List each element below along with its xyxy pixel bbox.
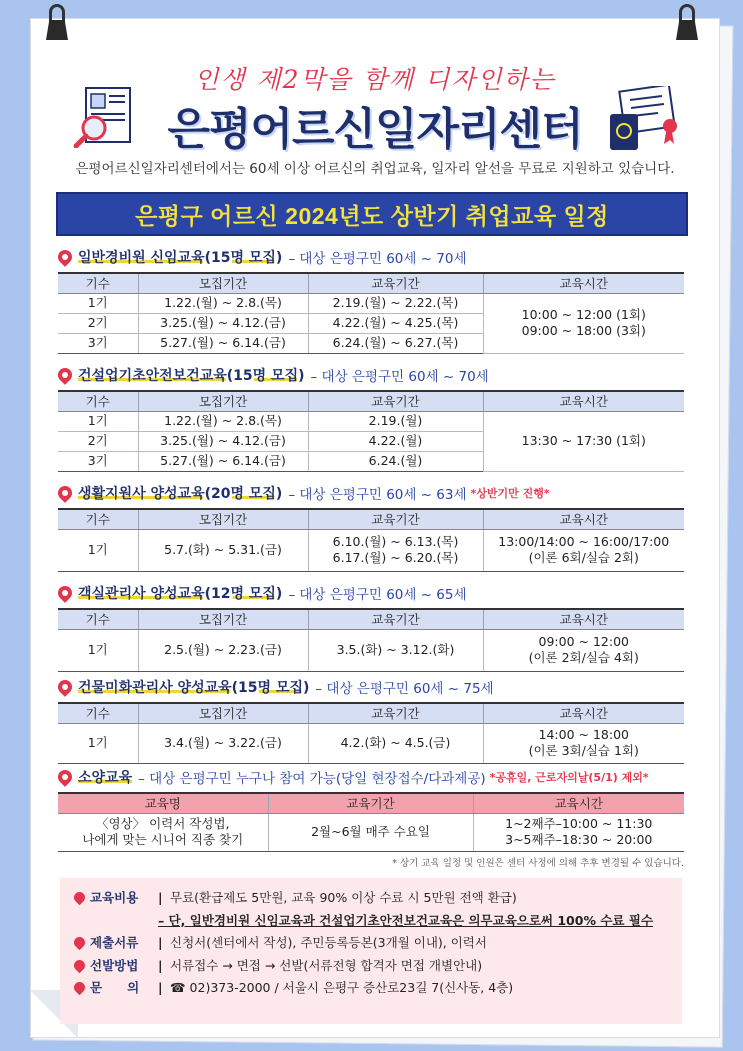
col-header: 교육명 <box>58 793 268 813</box>
period-line: 6.17.(월) ~ 6.20.(목) <box>332 550 459 565</box>
col-header: 교육기간 <box>268 793 473 813</box>
location-pin-icon <box>55 483 75 503</box>
cell-period: 3.5.(화) ~ 3.12.(화) <box>308 629 483 671</box>
cell-period <box>308 529 483 571</box>
col-header: 교육기간 <box>308 391 483 411</box>
location-pin-icon <box>55 677 75 697</box>
section-target: – 대상 은평구민 누구나 참여 가능(당일 현장접수/다과제공) <box>138 771 486 787</box>
table-row <box>58 813 684 851</box>
col-header: 모집기간 <box>138 273 308 293</box>
col-header: 모집기간 <box>138 391 308 411</box>
info-separator: | <box>158 935 163 950</box>
col-header: 교육기간 <box>308 509 483 529</box>
location-pin-icon <box>72 957 88 973</box>
section-target: – 대상 은평구민 60세 ~ 63세 <box>288 487 467 503</box>
cell-period: 2.19.(월) ~ 2.22.(목) <box>308 293 483 313</box>
schedule-table <box>58 702 684 764</box>
cell-recruit: 3.4.(월) ~ 3.22.(금) <box>138 723 308 763</box>
section-construction-safety <box>58 364 684 472</box>
schedule-table <box>58 272 684 354</box>
time-line: (이론 6회/실습 2회) <box>528 550 639 565</box>
col-header: 모집기간 <box>138 609 308 629</box>
time-line: 1~2째주–10:00 ~ 11:30 <box>505 816 653 831</box>
section-room-attendant <box>58 582 684 672</box>
cell-time <box>483 629 684 671</box>
cell-period: 2.19.(월) <box>308 411 483 431</box>
info-contact <box>74 978 668 1001</box>
info-separator: | <box>158 957 163 973</box>
col-header: 기수 <box>58 391 138 411</box>
cell-cohort: 1기 <box>58 529 138 571</box>
location-pin-icon <box>55 583 75 603</box>
cell-recruit: 5.27.(월) ~ 6.14.(금) <box>138 333 308 353</box>
col-header: 모집기간 <box>138 703 308 723</box>
info-selection <box>74 956 668 979</box>
table-row <box>58 629 684 671</box>
col-header: 모집기간 <box>138 509 308 529</box>
page-title: 은평어르신일자리센터 <box>167 105 583 154</box>
info-value: ☎ 02)373-2000 / 서울시 은평구 증산로23길 7(신사동, 4층) <box>170 980 514 995</box>
banner-title: 은평구 어르신 2024년도 상반기 취업교육 일정 <box>135 202 609 229</box>
col-header: 기수 <box>58 609 138 629</box>
cell-time <box>483 293 684 353</box>
table-row <box>58 293 684 313</box>
section-name: 객실관리사 양성교육(12명 모집) <box>78 586 283 602</box>
time-line: 09:00 ~ 18:00 (3회) <box>521 323 646 338</box>
col-header: 교육기간 <box>308 703 483 723</box>
info-cost-note <box>74 911 668 934</box>
col-header: 교육시간 <box>483 703 684 723</box>
cell-recruit: 2.5.(월) ~ 2.23.(금) <box>138 629 308 671</box>
period-line: 6.10.(월) ~ 6.13.(목) <box>332 534 459 549</box>
section-note: *공휴일, 근로자의날(5/1) 제외* <box>489 771 649 784</box>
section-name: 건물미화관리사 양성교육(15명 모집) <box>78 680 310 696</box>
info-box <box>60 878 682 1024</box>
section-building-cleaning <box>58 676 684 764</box>
cell-cohort: 1기 <box>58 723 138 763</box>
location-pin-icon <box>55 767 75 787</box>
location-pin-icon <box>72 980 88 996</box>
cell-period: 6.24.(월) ~ 6.27.(목) <box>308 333 483 353</box>
page-subtitle: 인생 제2막을 함께 디자인하는 <box>194 65 556 94</box>
info-separator: | <box>158 890 163 905</box>
col-header: 기수 <box>58 273 138 293</box>
location-pin-icon <box>72 935 88 951</box>
cell-period: 4.2.(화) ~ 4.5.(금) <box>308 723 483 763</box>
culture-table <box>58 792 684 852</box>
info-separator: | <box>158 980 163 995</box>
col-header: 교육시간 <box>473 793 684 813</box>
schedule-banner <box>56 192 688 236</box>
info-value: 신청서(센터에서 작성), 주민등록등본(3개월 이내), 이력서 <box>170 935 487 950</box>
info-label: 문 의 <box>90 980 140 995</box>
time-line: 13:00/14:00 ~ 16:00/17:00 <box>498 534 670 549</box>
schedule-table <box>58 508 684 572</box>
time-line: 3~5째주–18:30 ~ 20:00 <box>505 832 653 847</box>
section-note: *상반기만 진행* <box>470 487 550 500</box>
col-header: 기수 <box>58 509 138 529</box>
section-name: 일반경비원 신임교육(15명 모집) <box>78 250 283 266</box>
schedule-table <box>58 390 684 472</box>
cell-period: 2월~6월 매주 수요일 <box>268 813 473 851</box>
col-header: 교육시간 <box>483 609 684 629</box>
section-target: – 대상 은평구민 60세 ~ 70세 <box>288 251 467 267</box>
cell-cohort: 1기 <box>58 411 138 431</box>
name-line: 〈영상〉 이력서 작성법, <box>95 816 230 831</box>
col-header: 교육기간 <box>308 273 483 293</box>
col-header: 교육시간 <box>483 509 684 529</box>
location-pin-icon <box>72 890 88 906</box>
cell-recruit: 3.25.(월) ~ 4.12.(금) <box>138 313 308 333</box>
binder-clip-icon <box>676 4 698 42</box>
col-header: 교육시간 <box>483 391 684 411</box>
section-name: 소양교육 <box>78 770 133 786</box>
cell-time <box>483 723 684 763</box>
info-value: 무료(환급제도 5만원, 교육 90% 이상 수료 시 5만원 전액 환급) <box>170 890 517 905</box>
section-name: 생활지원사 양성교육(20명 모집) <box>78 486 283 502</box>
info-label: 교육비용 <box>90 890 139 905</box>
cell-recruit: 5.7.(화) ~ 5.31.(금) <box>138 529 308 571</box>
section-target: – 대상 은평구민 60세 ~ 75세 <box>315 681 494 697</box>
intro-text: 은평어르신일자리센터에서는 60세 이상 어르신의 취업교육, 일자리 알선을 무료로 지원하고 있습니다. <box>75 161 675 177</box>
section-target: – 대상 은평구민 60세 ~ 70세 <box>310 369 489 385</box>
info-cost <box>74 888 668 911</box>
col-header: 교육기간 <box>308 609 483 629</box>
time-line: (이론 3회/실습 1회) <box>528 743 639 758</box>
time-line: (이론 2회/실습 4회) <box>528 650 639 665</box>
location-pin-icon <box>55 365 75 385</box>
cell-recruit: 3.25.(월) ~ 4.12.(금) <box>138 431 308 451</box>
schedule-table <box>58 608 684 672</box>
section-security-guard <box>58 246 684 354</box>
cell-time <box>483 411 684 471</box>
section-target: – 대상 은평구민 60세 ~ 65세 <box>288 587 467 603</box>
binder-clip-icon <box>46 4 68 42</box>
cell-recruit: 1.22.(월) ~ 2.8.(목) <box>138 411 308 431</box>
table-row <box>58 529 684 571</box>
info-label: 제출서류 <box>90 935 139 950</box>
cell-cohort: 2기 <box>58 313 138 333</box>
cell-recruit: 1.22.(월) ~ 2.8.(목) <box>138 293 308 313</box>
time-line: 13:30 ~ 17:30 (1회) <box>521 433 646 448</box>
schedule-footnote: * 상기 교육 일정 및 인원은 센터 사정에 의해 추후 변경될 수 있습니다. <box>392 857 684 869</box>
cell-cohort: 1기 <box>58 293 138 313</box>
info-label: 선발방법 <box>90 957 139 973</box>
info-documents <box>74 933 668 956</box>
section-care-worker <box>58 482 684 572</box>
section-culture-education <box>58 766 684 869</box>
time-line: 09:00 ~ 12:00 <box>538 634 629 649</box>
cell-cohort: 2기 <box>58 431 138 451</box>
cell-cohort: 3기 <box>58 451 138 471</box>
name-line: 나에게 맞는 시니어 직종 찾기 <box>82 832 244 847</box>
cell-period: 6.24.(월) <box>308 451 483 471</box>
cell-period: 4.22.(월) ~ 4.25.(목) <box>308 313 483 333</box>
col-header: 기수 <box>58 703 138 723</box>
section-name: 건설업기초안전보건교육(15명 모집) <box>78 368 305 384</box>
cell-time <box>483 529 684 571</box>
cell-cohort: 3기 <box>58 333 138 353</box>
location-pin-icon <box>55 247 75 267</box>
table-row <box>58 411 684 431</box>
cell-recruit: 5.27.(월) ~ 6.14.(금) <box>138 451 308 471</box>
cell-time <box>473 813 684 851</box>
cell-course-name <box>58 813 268 851</box>
time-line: 10:00 ~ 12:00 (1회) <box>521 307 646 322</box>
time-line: 14:00 ~ 18:00 <box>538 727 629 742</box>
info-note: – 단, 일반경비원 신임교육과 건설업기초안전보건교육은 의무교육으로써 100% 수료 필수 <box>158 912 653 928</box>
info-value: 서류접수 → 면접 → 선발(서류전형 합격자 면접 개별안내) <box>170 957 483 973</box>
table-row <box>58 723 684 763</box>
cell-cohort: 1기 <box>58 629 138 671</box>
col-header: 교육시간 <box>483 273 684 293</box>
cell-period: 4.22.(월) <box>308 431 483 451</box>
